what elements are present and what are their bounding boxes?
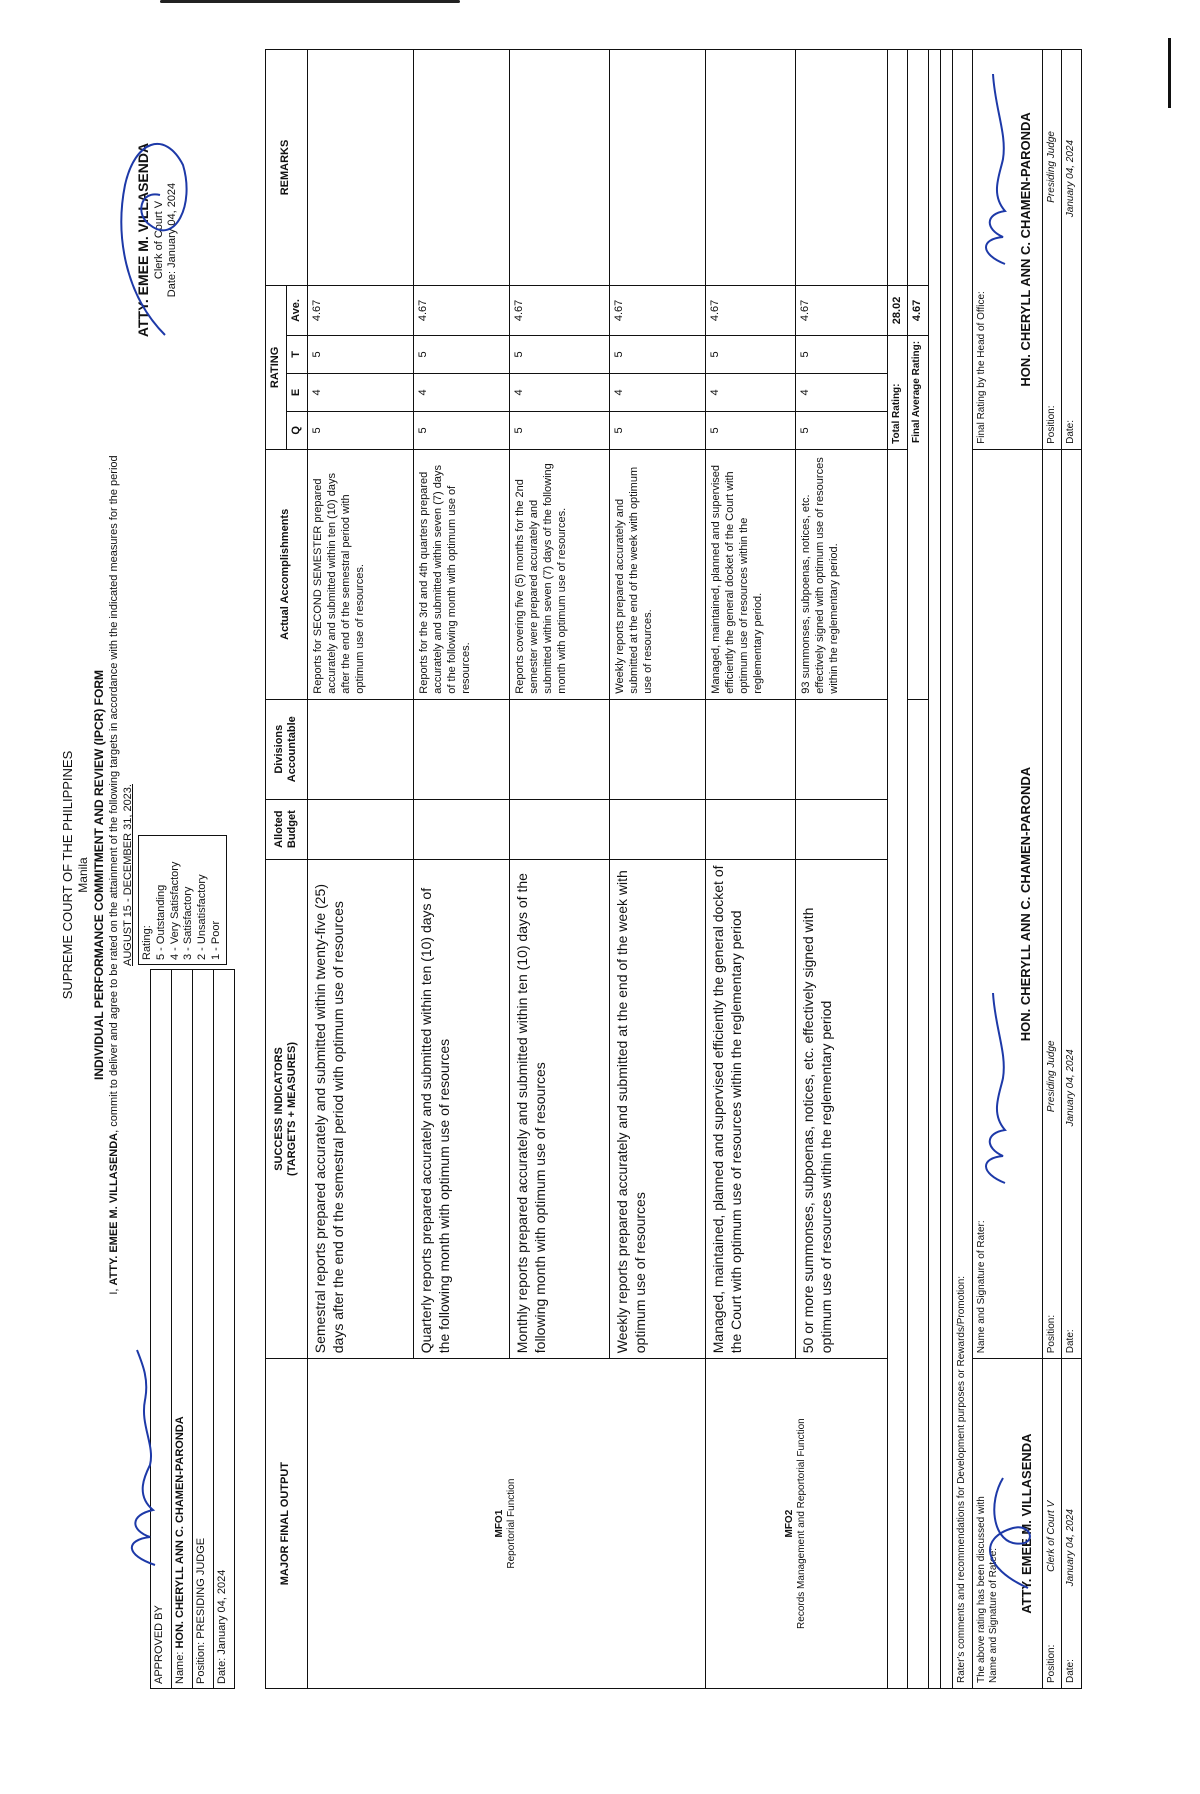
rater-signature-cell: [972, 449, 1042, 1358]
approved-label: APPROVED BY: [151, 970, 172, 1689]
ratee-position: Clerk of Court V: [152, 200, 165, 280]
rater-footer-date: January 04, 2024: [1065, 1049, 1076, 1127]
approved-name: HON. CHERYLL ANN C. CHAMEN-PARONDA: [174, 1416, 186, 1649]
blank-cell: [941, 50, 953, 1689]
ratee-footer-date: January 04, 2024: [1065, 1509, 1076, 1587]
rating-legend-item: 3 - Satisfactory: [182, 886, 195, 960]
rating-t: 5: [609, 335, 705, 373]
mfo2-title: MFO2: [783, 1509, 795, 1538]
rating-period: AUGUST 15 - DECEMBER 31, 2023.: [122, 784, 134, 966]
header-q: Q: [286, 411, 307, 449]
divisions-cell: [705, 699, 795, 799]
ratee-date-label: Date:: [1065, 1659, 1076, 1683]
remarks-cell: [609, 50, 705, 286]
header-divisions: Divisions Accountable: [266, 699, 308, 799]
divisions-cell: [413, 699, 509, 799]
rating-legend-item: 5 - Outstanding: [154, 884, 167, 960]
mfo1-cell: [307, 1359, 705, 1689]
comments-row: [953, 50, 973, 1689]
rating-e: 4: [609, 373, 705, 411]
ratee-date-cell: [1062, 1359, 1082, 1689]
header-t: T: [286, 335, 307, 373]
ipcr-document: [55, 25, 1140, 1725]
rater-date-cell: [1062, 449, 1082, 1358]
divisions-cell: [609, 699, 705, 799]
scan-edge-mark: [160, 0, 460, 3]
actual-accomplishment: Managed, maintained, planned and supervised efficiently the general docket of the Court with optimum use of resources within the reglementary period.: [705, 449, 795, 699]
rating-legend-item: 1 - Poor: [209, 920, 222, 960]
rater-date-label: Date:: [1065, 1329, 1076, 1354]
rating-legend-item: 4 - Very Satisfactory: [168, 861, 181, 960]
commit-name: ATTY. EMEE M. VILLASENDA: [108, 1132, 120, 1286]
total-rating-row: [887, 50, 908, 1689]
rating-ave: 4.67: [609, 285, 705, 335]
head-date-label: Date:: [1065, 419, 1076, 444]
final-average-value: 4.67: [908, 285, 929, 335]
final-average-label: Final Average Rating:: [908, 335, 929, 699]
success-indicator: Monthly reports prepared accurately and submitted within ten (10) days of the following month with optimum use of resources: [509, 859, 609, 1359]
rating-e: 4: [307, 373, 413, 411]
budget-cell: [795, 799, 887, 859]
head-footer-date: January 04, 2024: [1065, 139, 1076, 218]
approved-name-label: Name:: [174, 1651, 186, 1684]
rating-q: 5: [705, 411, 795, 449]
rating-legend-title: Rating:: [141, 925, 153, 960]
approved-date-row: [214, 970, 235, 1689]
actual-accomplishment: Reports covering five (5) months for the 2nd semester were prepared accurately and submitted within seven (7) days of the following month with optimum use of resources.: [509, 449, 609, 699]
ratee-name: ATTY. EMEE M. VILLASENDA: [135, 142, 151, 338]
budget-cell: [413, 799, 509, 859]
budget-cell: [609, 799, 705, 859]
rater-sig-label: Name and Signature of Rater:: [975, 1220, 987, 1354]
rating-ave: 4.67: [509, 285, 609, 335]
mfo2-cell: [705, 1359, 887, 1689]
rater-footer-position: Presiding Judge: [1045, 1040, 1057, 1113]
head-footer-position: Presiding Judge: [1045, 131, 1057, 203]
approved-date-label: Date:: [216, 1657, 228, 1684]
mfo1-subtitle: Reportorial Function: [506, 1478, 517, 1569]
divisions-cell: [307, 699, 413, 799]
actual-accomplishment: Weekly reports prepared accurately and submitted at the end of the week with optimum use of resources.: [609, 449, 705, 699]
success-indicator: Weekly reports prepared accurately and submitted at the end of the week with optimum use of resources: [609, 859, 705, 1359]
rating-ave: 4.67: [307, 285, 413, 335]
approved-position-label: Position:: [195, 1641, 207, 1684]
ratee-signature-block: [135, 45, 180, 435]
ratee-date: Date: January 04, 2024: [166, 182, 179, 298]
header-rating: RATING: [266, 285, 287, 449]
head-date-cell: [1062, 50, 1082, 450]
spacer-cell: [887, 449, 908, 1688]
blank-row: [941, 50, 953, 1689]
rating-q: 5: [509, 411, 609, 449]
table-row: [705, 50, 795, 1689]
header-si-subtitle: (TARGETS + MEASURES): [286, 1041, 299, 1176]
remarks-cell: [795, 50, 887, 286]
header-actual: Actual Accomplishments: [266, 449, 308, 699]
final-average-row: [908, 50, 929, 1689]
table-row: [307, 50, 413, 1689]
court-title: SUPREME COURT OF THE PHILIPPINES: [60, 750, 75, 1000]
success-indicator: Quarterly reports prepared accurately and submitted within ten (10) days of the following month with optimum use of resources: [413, 859, 509, 1359]
header-si-title: SUCCESS INDICATORS: [272, 1047, 285, 1171]
actual-accomplishment: 93 summonses, subpoenas, notices, etc. effectively signed with optimum use of resources within the reglementary period.: [795, 449, 887, 699]
header-e: E: [286, 373, 307, 411]
approved-by-table: [150, 969, 235, 1689]
rater-signature: [975, 988, 1015, 1188]
form-title: INDIVIDUAL PERFORMANCE COMMITMENT AND REVIEW (IPCR) FORM: [92, 670, 106, 1080]
rating-t: 5: [795, 335, 887, 373]
budget-cell: [509, 799, 609, 859]
rating-legend: [138, 835, 227, 965]
rater-position-cell: [1042, 449, 1062, 1358]
divisions-cell: [509, 699, 609, 799]
date-row: [1062, 50, 1082, 1689]
remarks-cell: [307, 50, 413, 286]
remarks-cell: [509, 50, 609, 286]
rating-t: 5: [509, 335, 609, 373]
head-signature-cell: [972, 50, 1042, 450]
blank-row: [929, 50, 941, 1689]
rating-t: 5: [307, 335, 413, 373]
header-ave: Ave.: [286, 285, 307, 335]
rating-e: 4: [795, 373, 887, 411]
head-position-cell: [1042, 50, 1062, 450]
ratee-signature: [105, 125, 195, 355]
position-row: [1042, 50, 1062, 1689]
ratee-footer-signature: [973, 1458, 1041, 1598]
rating-ave: 4.67: [795, 285, 887, 335]
rating-legend-item: 2 - Unsatisfactory: [196, 874, 208, 960]
divisions-cell: [795, 699, 887, 799]
rater-footer-name: HON. CHERYLL ANN C. CHAMEN-PARONDA: [1018, 766, 1033, 1042]
rating-q: 5: [307, 411, 413, 449]
discussed-label: The above rating has been discussed with: [975, 1496, 987, 1683]
comments-label: Rater's comments and recommendations for Development purposes or Rewards/Promotion:: [953, 50, 973, 1689]
ratee-position-cell: [1042, 1359, 1062, 1689]
rating-t: 5: [413, 335, 509, 373]
ratee-position-label: Position:: [1045, 1644, 1057, 1683]
rating-e: 4: [705, 373, 795, 411]
court-city: Manila: [76, 857, 90, 893]
table-header-row: [266, 50, 287, 1689]
ratee-footer-position: Clerk of Court V: [1045, 1500, 1057, 1572]
head-rating-label: Final Rating by the Head of Office:: [975, 291, 987, 444]
total-rating-value: 28.02: [887, 285, 908, 335]
head-footer-name: HON. CHERYLL ANN C. CHAMEN-PARONDA: [1018, 112, 1033, 387]
mfo1-title: MFO1: [493, 1509, 505, 1538]
approved-position-row: [193, 970, 214, 1689]
total-rating-label: Total Rating:: [887, 335, 908, 449]
mfo2-subtitle: Records Management and Reportorial Function: [796, 1418, 807, 1629]
budget-cell: [307, 799, 413, 859]
header-success-indicators: [266, 859, 308, 1359]
ipcr-table-wrapper: [265, 49, 1135, 1689]
blank-cell: [929, 50, 941, 1689]
spacer-cell: [908, 699, 929, 1688]
remarks-cell: [887, 50, 908, 286]
rating-q: 5: [795, 411, 887, 449]
page-edge-mark: [1168, 38, 1171, 108]
remarks-cell: [413, 50, 509, 286]
budget-cell: [705, 799, 795, 859]
success-indicator: Managed, maintained, planned and supervised efficiently the general docket of the Court with optimum use of resources within the reglementary period: [705, 859, 795, 1359]
approved-position: PRESIDING JUDGE: [195, 1537, 207, 1639]
header-budget: Alloted Budget: [266, 799, 308, 859]
header-mfo: MAJOR FINAL OUTPUT: [266, 1359, 308, 1689]
rating-q: 5: [413, 411, 509, 449]
ratee-signature-cell: [972, 1359, 1042, 1689]
signatures-row: [972, 50, 1042, 1689]
head-signature: [975, 69, 1015, 269]
remarks-cell: [908, 50, 929, 286]
actual-accomplishment: Reports for SECOND SEMESTER prepared accurately and submitted within ten (10) days after the end of the semestral period with optimum use of resources.: [307, 449, 413, 699]
ipcr-table: [265, 49, 1082, 1689]
actual-accomplishment: Reports for the 3rd and 4th quarters prepared accurately and submitted within seven (7) days of the following month with optimum use of resources.: [413, 449, 509, 699]
approved-date: January 04, 2024: [216, 1569, 228, 1655]
success-indicator: Semestral reports prepared accurately and submitted within twenty-five (25) days after the end of the semestral period with optimum use of resources: [307, 859, 413, 1359]
success-indicator: 50 or more summonses, subpoenas, notices, etc. effectively signed with optimum use of resources within the reglementary period: [795, 859, 887, 1359]
header-remarks: REMARKS: [266, 50, 308, 286]
head-position-label: Position:: [1045, 405, 1057, 444]
ratee-footer-name: ATTY. EMEE M. VILLASENDA: [1018, 1433, 1034, 1614]
commit-text: , commit to deliver and agree to be rated on the attainment of the following targets in accordance with the indicated measures for the period: [108, 455, 120, 1133]
approved-name-row: [172, 970, 193, 1689]
rater-position-label: Position:: [1045, 1314, 1057, 1354]
commit-prefix: I,: [108, 1285, 120, 1295]
remarks-cell: [705, 50, 795, 286]
approver-signature: [115, 1345, 175, 1575]
rating-ave: 4.67: [413, 285, 509, 335]
rating-t: 5: [705, 335, 795, 373]
rating-e: 4: [509, 373, 609, 411]
ratee-sig-label: Name and Signature of Ratee:: [988, 1547, 999, 1683]
rating-e: 4: [413, 373, 509, 411]
rating-ave: 4.67: [705, 285, 795, 335]
rating-q: 5: [609, 411, 705, 449]
